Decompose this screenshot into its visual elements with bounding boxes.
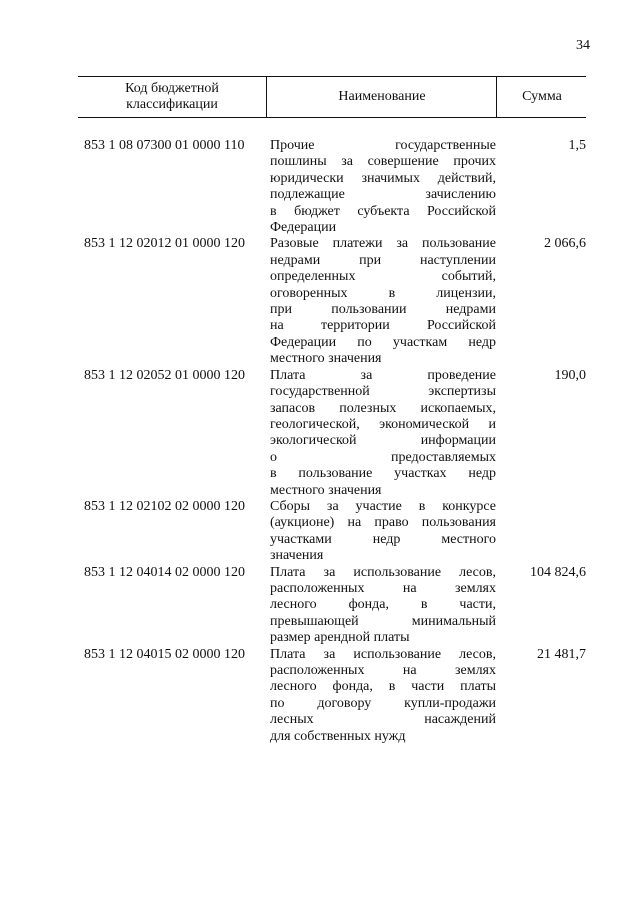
- row-name-line: Прочие государственные: [270, 138, 496, 153]
- row-code: 853 1 12 04015 02 0000 120: [84, 646, 245, 662]
- row-sum: 2 066,6: [544, 236, 586, 252]
- row-name-line: о предоставляемых: [270, 449, 496, 465]
- row-name-line: Плата за использование лесов,: [270, 564, 496, 580]
- row-name-line: (аукционе) на право пользования: [270, 515, 496, 531]
- row-name-line: при пользовании недрами: [270, 302, 496, 318]
- row-code: 853 1 12 04014 02 0000 120: [84, 564, 245, 580]
- row-name-line: юридически значимых действий,: [270, 170, 496, 186]
- row-name-line: в пользование участках недр: [270, 466, 496, 482]
- row-name-line: государственной экспертизы: [270, 384, 496, 400]
- row-sum: 104 824,6: [530, 564, 586, 580]
- row-name-line: расположенных на землях: [270, 663, 496, 678]
- row-name-line: пошлины за совершение прочих: [270, 154, 496, 170]
- row-name: [270, 138, 496, 236]
- page-number: 34: [576, 38, 590, 53]
- table-row: [78, 565, 586, 647]
- row-name-line: на территории Российской: [270, 318, 496, 334]
- header-sum: Сумма: [496, 77, 587, 117]
- table-row: [78, 499, 586, 565]
- row-name-line: определенных событий,: [270, 269, 496, 285]
- row-name-line: лесного фонда, в части,: [270, 597, 496, 613]
- row-name-line: участками недр местного: [270, 531, 496, 547]
- table-header: [78, 76, 586, 118]
- row-name-line: Плата за использование лесов,: [270, 646, 496, 662]
- row-name-line: запасов полезных ископаемых,: [270, 400, 496, 416]
- row-name-line: местного значения: [270, 482, 382, 498]
- row-code: 853 1 08 07300 01 0000 110: [84, 138, 245, 153]
- row-name-line: размер арендной платы: [270, 630, 410, 646]
- row-name: [270, 499, 496, 565]
- row-name-line: Сборы за участие в конкурсе: [270, 498, 496, 514]
- row-name-line: значения: [270, 548, 324, 564]
- row-name-line: в бюджет субъекта Российской: [270, 203, 496, 219]
- row-name-line: оговоренных в лицензии,: [270, 285, 496, 301]
- row-code: 853 1 12 02012 01 0000 120: [84, 236, 245, 252]
- row-name-line: Федерации по участкам недр: [270, 334, 496, 350]
- row-sum: 21 481,7: [537, 646, 586, 662]
- row-name-line: превышающей минимальный: [270, 613, 496, 629]
- row-name-line: Плата за проведение: [270, 367, 496, 383]
- row-name-line: местного значения: [270, 351, 382, 367]
- row-name: [270, 565, 496, 647]
- row-name: [270, 236, 496, 367]
- row-name: [270, 368, 496, 499]
- table-row: [78, 138, 586, 236]
- table-row: [78, 368, 586, 499]
- row-name-line: Разовые платежи за пользование: [270, 236, 496, 252]
- row-name-line: подлежащие зачислению: [270, 187, 496, 203]
- row-code: 853 1 12 02102 02 0000 120: [84, 498, 245, 514]
- table-body: [78, 138, 586, 745]
- row-name-line: по договору купли-продажи: [270, 695, 496, 711]
- row-sum: [496, 499, 586, 565]
- row-name: [270, 647, 496, 745]
- header-name: Наименование: [266, 77, 497, 117]
- row-code: 853 1 12 02052 01 0000 120: [84, 367, 245, 383]
- row-sum: 1,5: [568, 138, 586, 153]
- row-name-line: Федерации: [270, 220, 337, 236]
- row-name-line: геологической, экономической и: [270, 416, 496, 432]
- table-row: [78, 647, 586, 745]
- row-name-line: для собственных нужд: [270, 728, 406, 744]
- row-name-line: расположенных на землях: [270, 580, 496, 596]
- table-row: [78, 236, 586, 367]
- row-name-line: лесного фонда, в части платы: [270, 679, 496, 695]
- row-name-line: лесных насаждений: [270, 712, 496, 728]
- row-sum: 190,0: [554, 367, 586, 383]
- row-name-line: экологической информации: [270, 433, 496, 449]
- header-code: Код бюджетной классификации: [125, 81, 219, 112]
- row-name-line: недрами при наступлении: [270, 252, 496, 268]
